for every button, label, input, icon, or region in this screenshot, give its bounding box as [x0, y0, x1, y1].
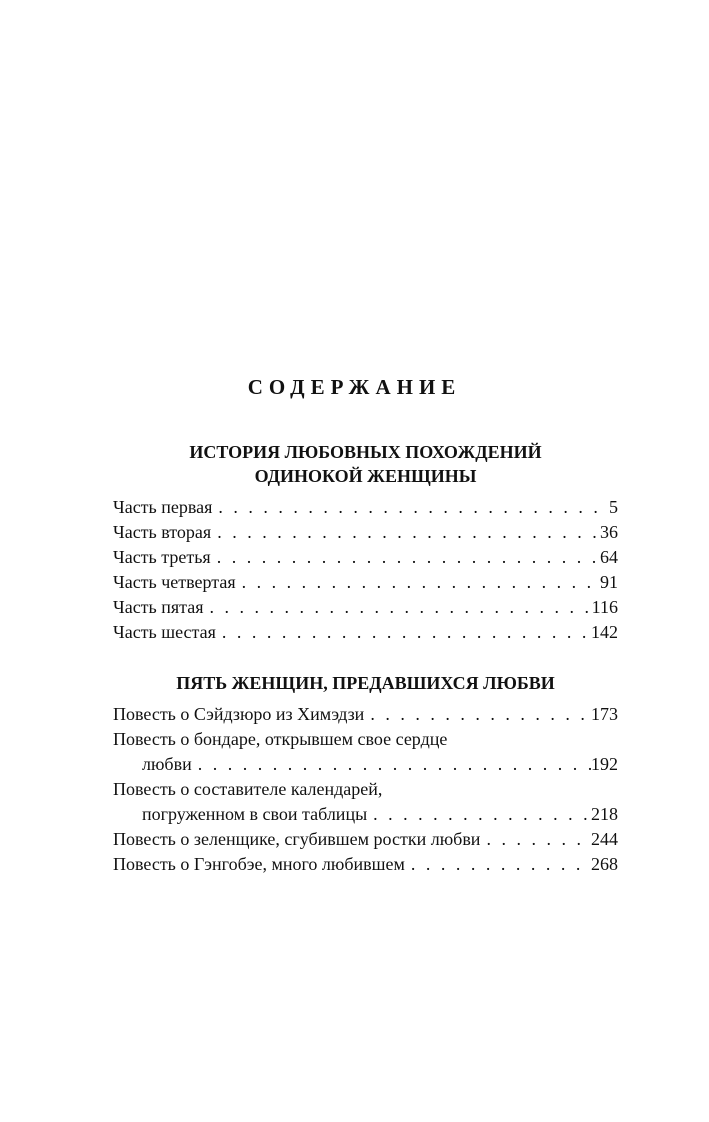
section-heading-line: ОДИНОКОЙ ЖЕНЩИНЫ [254, 466, 477, 486]
toc-entry-page: 142 [591, 622, 618, 642]
toc-entry-title: Повесть о Гэнгобэе, много любившем [113, 854, 405, 874]
dot-leader [236, 570, 600, 594]
toc-entry-title: Повесть о зеленщике, сгубившем ростки любви [113, 829, 481, 849]
dot-leader [367, 802, 591, 826]
dot-leader [364, 702, 591, 726]
toc-entry-story-2-line-1[interactable] [113, 727, 618, 751]
dot-leader [204, 595, 592, 619]
toc-entry-page: 116 [591, 597, 618, 617]
toc-entry-page: 64 [600, 547, 618, 567]
dot-leader [211, 520, 600, 544]
section-heading-line: ИСТОРИЯ ЛЮБОВНЫХ ПОХОЖДЕНИЙ [189, 442, 542, 462]
dot-leader [480, 827, 591, 851]
toc-entry-title-continued: погруженном в свои таблицы [142, 804, 368, 824]
toc-entry-part-1[interactable] [113, 495, 618, 519]
toc-entry-page: 192 [591, 754, 618, 774]
toc-entry-page: 218 [591, 804, 618, 824]
toc-entry-story-1[interactable] [113, 702, 618, 726]
section-heading-1 [113, 440, 618, 488]
toc-entry-title: Часть третья [113, 547, 211, 567]
toc-entry-page: 36 [600, 522, 618, 542]
toc-entry-story-5[interactable] [113, 852, 618, 876]
toc-entry-part-6[interactable] [113, 620, 618, 644]
toc-entry-part-3[interactable] [113, 545, 618, 569]
toc-entry-story-3[interactable] [142, 802, 618, 826]
dot-leader [211, 545, 600, 569]
toc-entry-title: Повесть о Сэйдзюро из Химэдзи [113, 704, 365, 724]
toc-entry-title: Повесть о бондаре, открывшем свое сердце [113, 729, 448, 749]
toc-entry-title: Часть пятая [113, 597, 204, 617]
dot-leader [216, 620, 591, 644]
dot-leader [192, 752, 591, 776]
toc-entry-page: 244 [591, 829, 618, 849]
toc-entry-story-4[interactable] [113, 827, 618, 851]
dot-leader [212, 495, 609, 519]
toc-entry-title: Часть четвертая [113, 572, 236, 592]
dot-leader [405, 852, 591, 876]
toc-entry-part-2[interactable] [113, 520, 618, 544]
toc-entry-story-2[interactable] [142, 752, 618, 776]
section-heading-line: ПЯТЬ ЖЕНЩИН, ПРЕДАВШИХСЯ ЛЮБВИ [176, 673, 555, 693]
toc-entry-story-3-line-1[interactable] [113, 777, 618, 801]
toc-entry-title: Часть первая [113, 497, 213, 517]
section-heading-2 [113, 671, 618, 695]
toc-entry-page: 268 [591, 854, 618, 874]
toc-entry-page: 91 [600, 572, 618, 592]
page-title: СОДЕРЖАНИЕ [247, 375, 462, 399]
toc-entry-part-5[interactable] [113, 595, 618, 619]
toc-entry-page: 5 [609, 497, 618, 517]
toc-entry-title: Часть вторая [113, 522, 212, 542]
toc-entry-title: Часть шестая [113, 622, 216, 642]
toc-entry-page: 173 [591, 704, 618, 724]
toc-entry-title-continued: любви [142, 754, 192, 774]
toc-entry-part-4[interactable] [113, 570, 618, 594]
toc-entry-title: Повесть о составителе календарей, [113, 779, 383, 799]
